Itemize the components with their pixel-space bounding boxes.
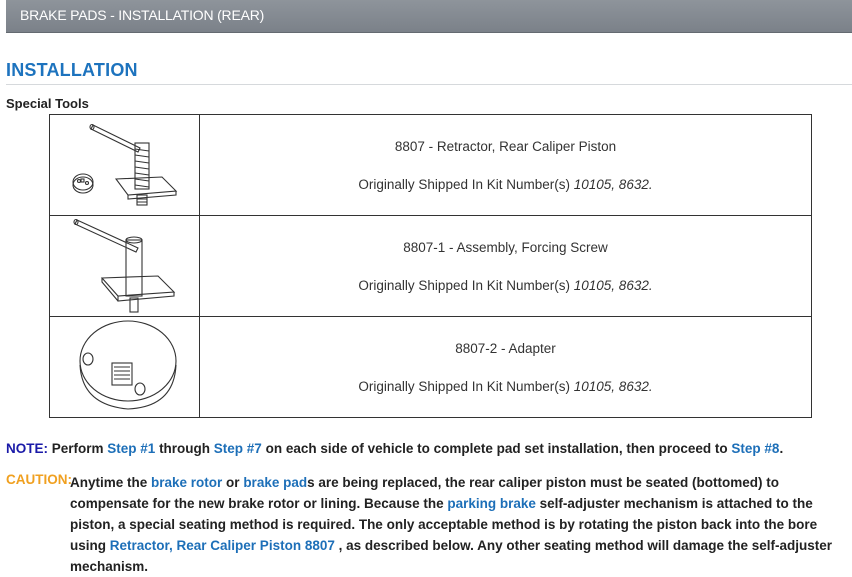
caution-text: or xyxy=(222,475,244,490)
tool-row xyxy=(50,216,812,317)
retractor-tool-link[interactable]: Retractor, Rear Caliper Piston 8807 xyxy=(109,538,335,553)
caution-label: CAUTION: xyxy=(6,472,72,487)
note-paragraph xyxy=(6,441,783,456)
parking-brake-link[interactable]: parking brake xyxy=(447,496,536,511)
tool-description-cell xyxy=(200,317,812,418)
section-heading: INSTALLATION xyxy=(6,60,138,80)
note-text: Perform xyxy=(48,441,108,456)
brake-rotor-link[interactable]: brake rotor xyxy=(151,475,223,490)
note-label: NOTE: xyxy=(6,441,48,456)
tool-image-cell xyxy=(50,115,200,216)
caution-text: self-adjuster mechanism is attached to the piston, a special seating method is required. The only acceptable method is by rotating the piston back into the bore using xyxy=(70,496,818,553)
heading-divider xyxy=(6,84,852,85)
special-tools-table xyxy=(49,114,812,418)
tool-kit-info xyxy=(358,177,652,192)
retractor-tool-illustration xyxy=(50,115,199,215)
note-text: on each side of vehicle to complete pad set installation, then proceed to xyxy=(261,441,732,456)
caution-text: s are being replaced, the rear caliper piston must be seated (bottomed) to compensate for the new brake rotor or lining. Because the xyxy=(70,475,779,511)
caution-text: Anytime the xyxy=(70,475,152,490)
special-tools-label: Special Tools xyxy=(6,96,89,111)
tool-kit-info xyxy=(358,379,652,394)
tool-image-cell xyxy=(50,317,200,418)
adapter-illustration xyxy=(50,317,199,417)
page-title: BRAKE PADS - INSTALLATION (REAR) xyxy=(20,7,265,23)
tool-description-cell xyxy=(200,115,812,216)
note-text: through xyxy=(155,441,214,456)
brake-pad-link[interactable]: brake pad xyxy=(243,475,308,490)
kit-numbers: 10105, 8632. xyxy=(573,176,653,192)
tool-row xyxy=(50,115,812,216)
step-1-link[interactable]: Step #1 xyxy=(107,441,156,456)
forcing-screw-illustration xyxy=(50,216,199,316)
tool-description-cell xyxy=(200,216,812,317)
step-7-link[interactable]: Step #7 xyxy=(213,441,262,456)
tool-name: 8807-1 - Assembly, Forcing Screw xyxy=(403,239,608,255)
title-bar xyxy=(6,0,852,33)
kit-numbers: 10105, 8632. xyxy=(573,378,653,394)
step-8-link[interactable]: Step #8 xyxy=(731,441,780,456)
tool-image-cell xyxy=(50,216,200,317)
caution-paragraph xyxy=(70,472,845,577)
tool-name: 8807-2 - Adapter xyxy=(455,340,556,356)
tool-row xyxy=(50,317,812,418)
note-text: . xyxy=(779,441,784,456)
caution-text: , as described below. Any other seating method will damage the self-adjuster mechanism. xyxy=(70,538,832,574)
tool-kit-info xyxy=(358,278,652,293)
kit-prefix: Originally Shipped In Kit Number(s) xyxy=(358,277,570,293)
kit-prefix: Originally Shipped In Kit Number(s) xyxy=(358,378,570,394)
kit-prefix: Originally Shipped In Kit Number(s) xyxy=(358,176,570,192)
kit-numbers: 10105, 8632. xyxy=(573,277,653,293)
tool-name: 8807 - Retractor, Rear Caliper Piston xyxy=(394,138,617,154)
